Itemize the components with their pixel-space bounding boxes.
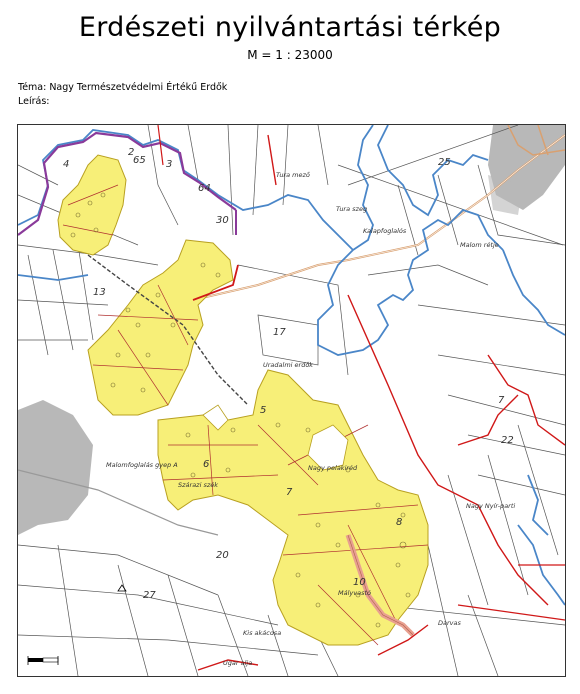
- label-8: 8: [396, 517, 403, 528]
- label-tura-mero: Tura mező: [276, 171, 310, 179]
- label-ugar-alja: Ugar alja: [223, 659, 253, 667]
- label-darvas: Darvas: [438, 619, 461, 627]
- map-title: Erdészeti nyilvántartási térkép: [78, 12, 502, 43]
- label-65: 65: [133, 155, 146, 166]
- label-13: 13: [93, 287, 106, 298]
- label-25: 25: [438, 157, 451, 168]
- label-nagy-pelaki: Nagy pelakiréd: [308, 464, 358, 472]
- label-7: 7: [286, 487, 293, 498]
- label-5: 5: [260, 405, 267, 416]
- label-2: 2: [128, 147, 135, 158]
- label-30: 30: [216, 215, 229, 226]
- scale-bar: [28, 656, 58, 665]
- label-uradalmi: Uradalmi erdők: [263, 361, 314, 369]
- label-20: 20: [216, 550, 229, 561]
- label-malyvasto: Mályvastó: [338, 589, 371, 597]
- label-64: 64: [198, 183, 211, 194]
- map-scale: M = 1 : 23000: [247, 48, 333, 62]
- label-10: 10: [353, 577, 366, 588]
- map-canvas[interactable]: [17, 124, 566, 677]
- label-7b: 7: [498, 395, 505, 406]
- label-szaraz-szek: Szárazi szék: [178, 481, 219, 489]
- label-27: 27: [143, 590, 156, 601]
- label-nagy-nyir: Nagy Nyír-parti: [466, 502, 516, 510]
- label-kalapfoglalos: Kalapfoglalós: [363, 227, 407, 235]
- map-description: Leírás:: [18, 96, 50, 107]
- forest-stand-main[interactable]: [88, 240, 233, 415]
- label-22: 22: [501, 435, 514, 446]
- map-topic: Téma: Nagy Természetvédelmi Értékű Erdők: [18, 82, 228, 93]
- label-4: 4: [63, 159, 70, 170]
- label-malomfoglalas: Malomfoglalás gyep A: [106, 461, 178, 469]
- forest-map[interactable]: [18, 125, 565, 676]
- label-kis-akacosa: Kis akácosa: [243, 629, 282, 637]
- label-malom-rete: Malom rétje: [460, 241, 499, 249]
- label-17: 17: [273, 327, 286, 338]
- label-6: 6: [203, 459, 210, 470]
- label-3: 3: [166, 159, 173, 170]
- label-tura-szeg: Tura szeg: [336, 205, 368, 213]
